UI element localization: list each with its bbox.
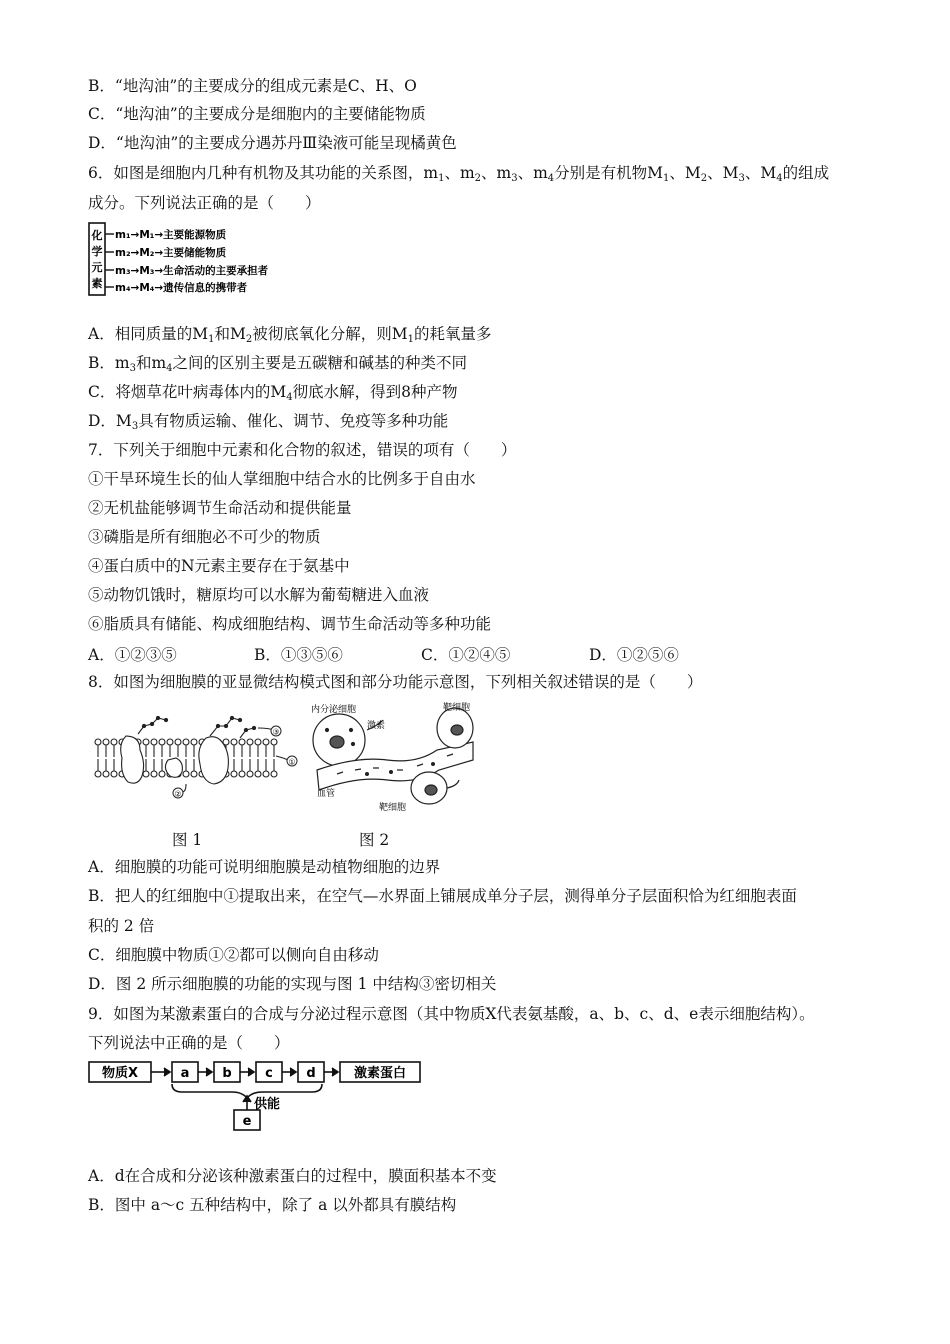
q6-stem-line1: 6．如图是细胞内几种有机物及其功能的关系图，$m_1$、$m_2$、$m_3$、$m_4$分别是有机物$M_1$、$M_2$、$M_3$、$M_4$的组成	[88, 164, 830, 184]
q9-option-b: B．图中 a～c 五种结构中，除了 a 以外都具有膜结构	[88, 1196, 457, 1214]
q9-box-d-label: d	[306, 1066, 316, 1081]
q8-option-b-line1: B．把人的红细胞中①提取出来，在空气—水界面上铺展成单分子层，测得单分子层面积恰为红细胞表面	[88, 887, 797, 905]
q7-option-b: B．①③⑤⑥	[254, 646, 343, 664]
q7-item-3: ③磷脂是所有细胞必不可少的物质	[88, 528, 321, 546]
q7-item-2: ②无机盐能够调节生命活动和提供能量	[88, 499, 352, 517]
q8-option-a: A．细胞膜的功能可说明细胞膜是动植物细胞的边界	[88, 858, 441, 876]
q5-option-b: B．“地沟油”的主要成分的组成元素是C、H、O	[88, 77, 417, 95]
q7-item-4: ④蛋白质中的N元素主要存在于氨基中	[88, 557, 350, 575]
q8-protein-1	[121, 736, 144, 783]
q6-option-c: C．将烟草花叶病毒体内的$M_4$彻底水解，得到8种产物	[88, 383, 458, 403]
q7-item-1: ①干旱环境生长的仙人掌细胞中结合水的比例多于自由水	[88, 470, 476, 488]
q8-figure-1-caption: 图 1	[172, 831, 203, 849]
q9-stem-line2: 下列说法中正确的是（ ）	[88, 1034, 290, 1052]
q9-box-hormone-label: 激素蛋白	[353, 1066, 407, 1081]
q7-item-5: ⑤动物饥饿时，糖原均可以水解为葡萄糖进入血液	[88, 586, 430, 604]
q8-fig2-target-label-bottom: 靶细胞	[379, 803, 407, 812]
q6-option-b: B．$m_3$和$m_4$之间的区别主要是五碳糖和碱基的种类不同	[88, 354, 468, 374]
q8-figure-1-membrane	[90, 704, 305, 804]
q9-box-e-label: e	[242, 1114, 252, 1129]
q8-fig2-endocrine-label: 内分泌细胞	[311, 705, 357, 715]
q6-stem-line2: 成分。下列说法正确的是（ ）	[88, 194, 321, 212]
q6-row-1: m₁→M₁→主要能源物质	[115, 229, 227, 241]
q8-glycoprotein	[138, 716, 256, 738]
q6-row-2: m₂→M₂→主要储能物质	[115, 247, 227, 259]
q7-item-6: ⑥脂质具有储能、构成细胞结构、调节生命活动等多种功能	[88, 615, 492, 633]
q9-box-b-label: b	[222, 1066, 232, 1081]
q5-option-c: C．“地沟油”的主要成分是细胞内的主要储能物质	[88, 105, 426, 123]
q8-fig2-hormone-label: 激素	[367, 721, 386, 731]
q8-fig2-target-label-top: 靶细胞	[443, 703, 471, 713]
q8-label-1: ①	[288, 757, 296, 767]
q8-figure-2-signaling	[307, 700, 487, 812]
q9-box-a-label: a	[180, 1066, 190, 1081]
q8-protein-3	[165, 758, 182, 777]
q6-box-char-2: 学	[91, 245, 103, 258]
q6-option-a: A．相同质量的$M_1$和$M_2$被彻底氧化分解，则$M_1$的耗氧量多	[88, 325, 492, 345]
q8-label-3: ③	[272, 727, 280, 737]
q8-stem: 8．如图为细胞膜的亚显微结构模式图和部分功能示意图，下列相关叙述错误的是（ ）	[88, 673, 703, 691]
q9-energy-label: 供能	[254, 1097, 281, 1112]
q8-option-d: D．图 2 所示细胞膜的功能的实现与图 1 中结构③密切相关	[88, 975, 497, 993]
q9-flow-figure	[88, 1060, 424, 1136]
q6-box-char-4: 素	[91, 277, 103, 290]
q8-option-c: C．细胞膜中物质①②都可以侧向自由移动	[88, 946, 379, 964]
q6-row-3: m₃→M₃→生命活动的主要承担者	[115, 265, 269, 277]
q8-fig2-vessel-label: 血管	[317, 789, 336, 799]
q9-box-x-label: 物质X	[101, 1066, 139, 1081]
q6-box-char-3: 元	[91, 261, 103, 274]
q8-endocrine-nucleus	[330, 736, 344, 748]
q6-row-4: m₄→M₄→遗传信息的携带者	[115, 282, 248, 294]
q6-option-d: D．$M_3$具有物质运输、催化、调节、免疫等多种功能	[88, 412, 449, 432]
q9-stem-line1: 9．如图为某激素蛋白的合成与分泌过程示意图（其中物质X代表氨基酸，a、b、c、d、e表示细胞结构）。	[88, 1005, 815, 1023]
q5-option-d: D．“地沟油”的主要成分遇苏丹Ⅲ染液可能呈现橘黄色	[88, 134, 457, 152]
q7-option-a: A．①②③⑤	[88, 646, 177, 664]
q8-label-2: ②	[174, 789, 182, 799]
q7-option-d: D．①②⑤⑥	[589, 646, 679, 664]
q6-figure	[88, 222, 318, 298]
q7-stem: 7．下列关于细胞中元素和化合物的叙述，错误的项有（ ）	[88, 441, 517, 459]
q6-box-char-1: 化	[91, 229, 103, 242]
q9-option-a: A．d在合成和分泌该种激素蛋白的过程中，膜面积基本不变	[88, 1167, 497, 1185]
q9-box-c-label: c	[265, 1066, 273, 1081]
q7-option-c: C．①②④⑤	[421, 646, 511, 664]
q8-option-b-line2: 积的 2 倍	[88, 917, 155, 935]
q8-figure-2-caption: 图 2	[359, 831, 390, 849]
